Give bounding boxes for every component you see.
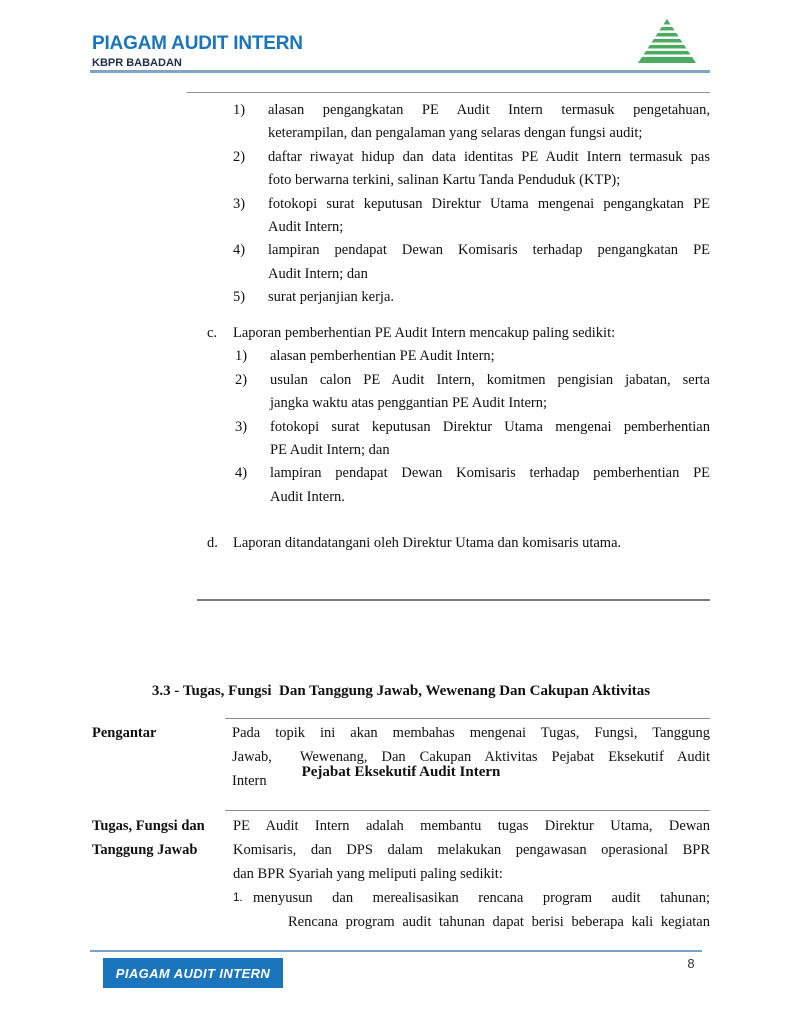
section-heading-line2: Pejabat Eksekutif Audit Intern [301, 764, 501, 780]
numbered-list-appointment-report [233, 99, 710, 310]
list-item-text [268, 99, 710, 146]
list-item [233, 886, 710, 934]
list-item [233, 146, 710, 193]
header-rule [90, 70, 710, 73]
list-item-d [207, 532, 710, 555]
list-marker: 3) [235, 418, 248, 435]
text-line: Jawab, Wewenang, Dan Cakupan Aktivitas Pejabat Eksekutif Audit [232, 749, 710, 765]
page-number: 8 [687, 956, 695, 971]
text-line: foto berwarna terkini, salinan Kartu Tanda Penduduk (KTP); [268, 172, 621, 189]
row-label-pengantar: Pengantar [92, 725, 157, 741]
list-item [235, 462, 710, 509]
list-marker: 3) [233, 195, 246, 212]
text-line: jangka waktu atas penggantian PE Audit Intern; [270, 395, 548, 412]
text-line: keterampilan, dan pengalaman yang selaras dengan fungsi audit; [268, 125, 643, 142]
list-marker: d. [207, 535, 218, 551]
table-row-divider [225, 810, 710, 811]
footer-title-box [103, 958, 283, 988]
text-line: Audit Intern; dan [268, 265, 368, 282]
list-item-text [270, 416, 710, 463]
list-item-text [270, 345, 710, 368]
text-line: fotokopi surat keputusan Direktur Utama mengenai pemberhentian [270, 418, 710, 435]
list-item-text [268, 286, 710, 309]
section-heading-line1: 3.3 - Tugas, Fungsi Dan Tanggung Jawab, Wewenang Dan Cakupan Aktivitas [151, 683, 651, 699]
text-line: Laporan pemberhentian PE Audit Intern mencakup paling sedikit: [233, 325, 616, 341]
list-item [207, 322, 710, 345]
list-item [233, 99, 710, 146]
numbered-list-termination-report [235, 345, 710, 509]
list-item-text [268, 193, 710, 240]
list-item-text [268, 239, 710, 286]
list-item [233, 193, 710, 240]
text-line: dan BPR Syariah yang meliputi paling sedikit: [233, 866, 503, 882]
text-line: PE Audit Intern adalah membantu tugas Direktur Utama, Dewan [233, 818, 710, 834]
list-item [235, 345, 710, 368]
text-line: alasan pemberhentian PE Audit Intern; [270, 348, 495, 365]
list-marker: 4) [233, 242, 246, 259]
list-item [233, 239, 710, 286]
text-line: Intern [232, 773, 267, 789]
list-item [207, 532, 710, 555]
row-label-line2: Tanggung Jawab [92, 842, 198, 858]
list-item-text [253, 886, 710, 934]
list-marker: 2) [233, 148, 246, 165]
text-line: usulan calon PE Audit Intern, komitmen pengisian jabatan, serta [270, 371, 710, 388]
text-line: Komisaris, dan DPS dalam melakukan pengawasan operasional BPR [233, 842, 710, 858]
text-line: Audit Intern; [268, 219, 344, 236]
list-marker: 4) [235, 465, 248, 482]
list-item-c [207, 322, 710, 509]
text-line: menyusun dan merealisasikan rencana program audit tahunan; [253, 890, 710, 906]
list-marker: 5) [233, 289, 246, 306]
text-line: surat perjanjian kerja. [268, 289, 395, 306]
list-marker: 2) [235, 371, 248, 388]
list-marker: c. [207, 325, 218, 341]
list-item [235, 416, 710, 463]
text-line: Audit Intern. [270, 488, 345, 505]
footer-title: PIAGAM AUDIT INTERN [115, 965, 271, 981]
tugas-numbered-list [233, 886, 710, 934]
tugas-cell [225, 812, 710, 934]
section-divider-rule [197, 599, 710, 601]
text-line: lampiran pendapat Dewan Komisaris terhadap pemberhentian PE [270, 465, 710, 482]
row-label-line1: Tugas, Fungsi dan [92, 818, 205, 834]
text-line: daftar riwayat hidup dan data identitas PE Audit Intern termasuk pas [268, 148, 710, 165]
striped-triangle-logo-icon [638, 19, 696, 63]
list-marker: 1) [235, 348, 248, 365]
row-label-tugas [92, 814, 222, 862]
list-marker: 1) [233, 102, 246, 118]
company-name: KBPR BABADAN [92, 57, 182, 69]
text-line: PE Audit Intern; dan [270, 442, 390, 459]
pengantar-cell [225, 718, 710, 793]
list-item-text [268, 146, 710, 193]
text-line: lampiran pendapat Dewan Komisaris terhadap pengangkatan PE [268, 242, 710, 259]
list-marker: 1. [233, 892, 243, 904]
text-line: fotokopi surat keputusan Direktur Utama mengenai pengangkatan PE [268, 195, 710, 212]
text-line: Laporan ditandatangani oleh Direktur Utama dan komisaris utama. [233, 535, 622, 551]
text-line: alasan pengangkatan PE Audit Intern termasuk pengetahuan, [268, 102, 710, 118]
list-item [233, 286, 710, 309]
tugas-paragraph [233, 814, 710, 886]
list-item [235, 369, 710, 416]
footer-rule [90, 950, 702, 952]
table-rule-top [187, 92, 710, 93]
text-line: Pada topik ini akan membahas mengenai Tugas, Fungsi, Tanggung [232, 725, 710, 741]
page-title: PIAGAM AUDIT INTERN [92, 33, 303, 54]
list-item-text [270, 462, 710, 509]
text-line: Rencana program audit tahunan dapat berisi beberapa kali kegiatan [288, 914, 710, 930]
list-item-text [270, 369, 710, 416]
